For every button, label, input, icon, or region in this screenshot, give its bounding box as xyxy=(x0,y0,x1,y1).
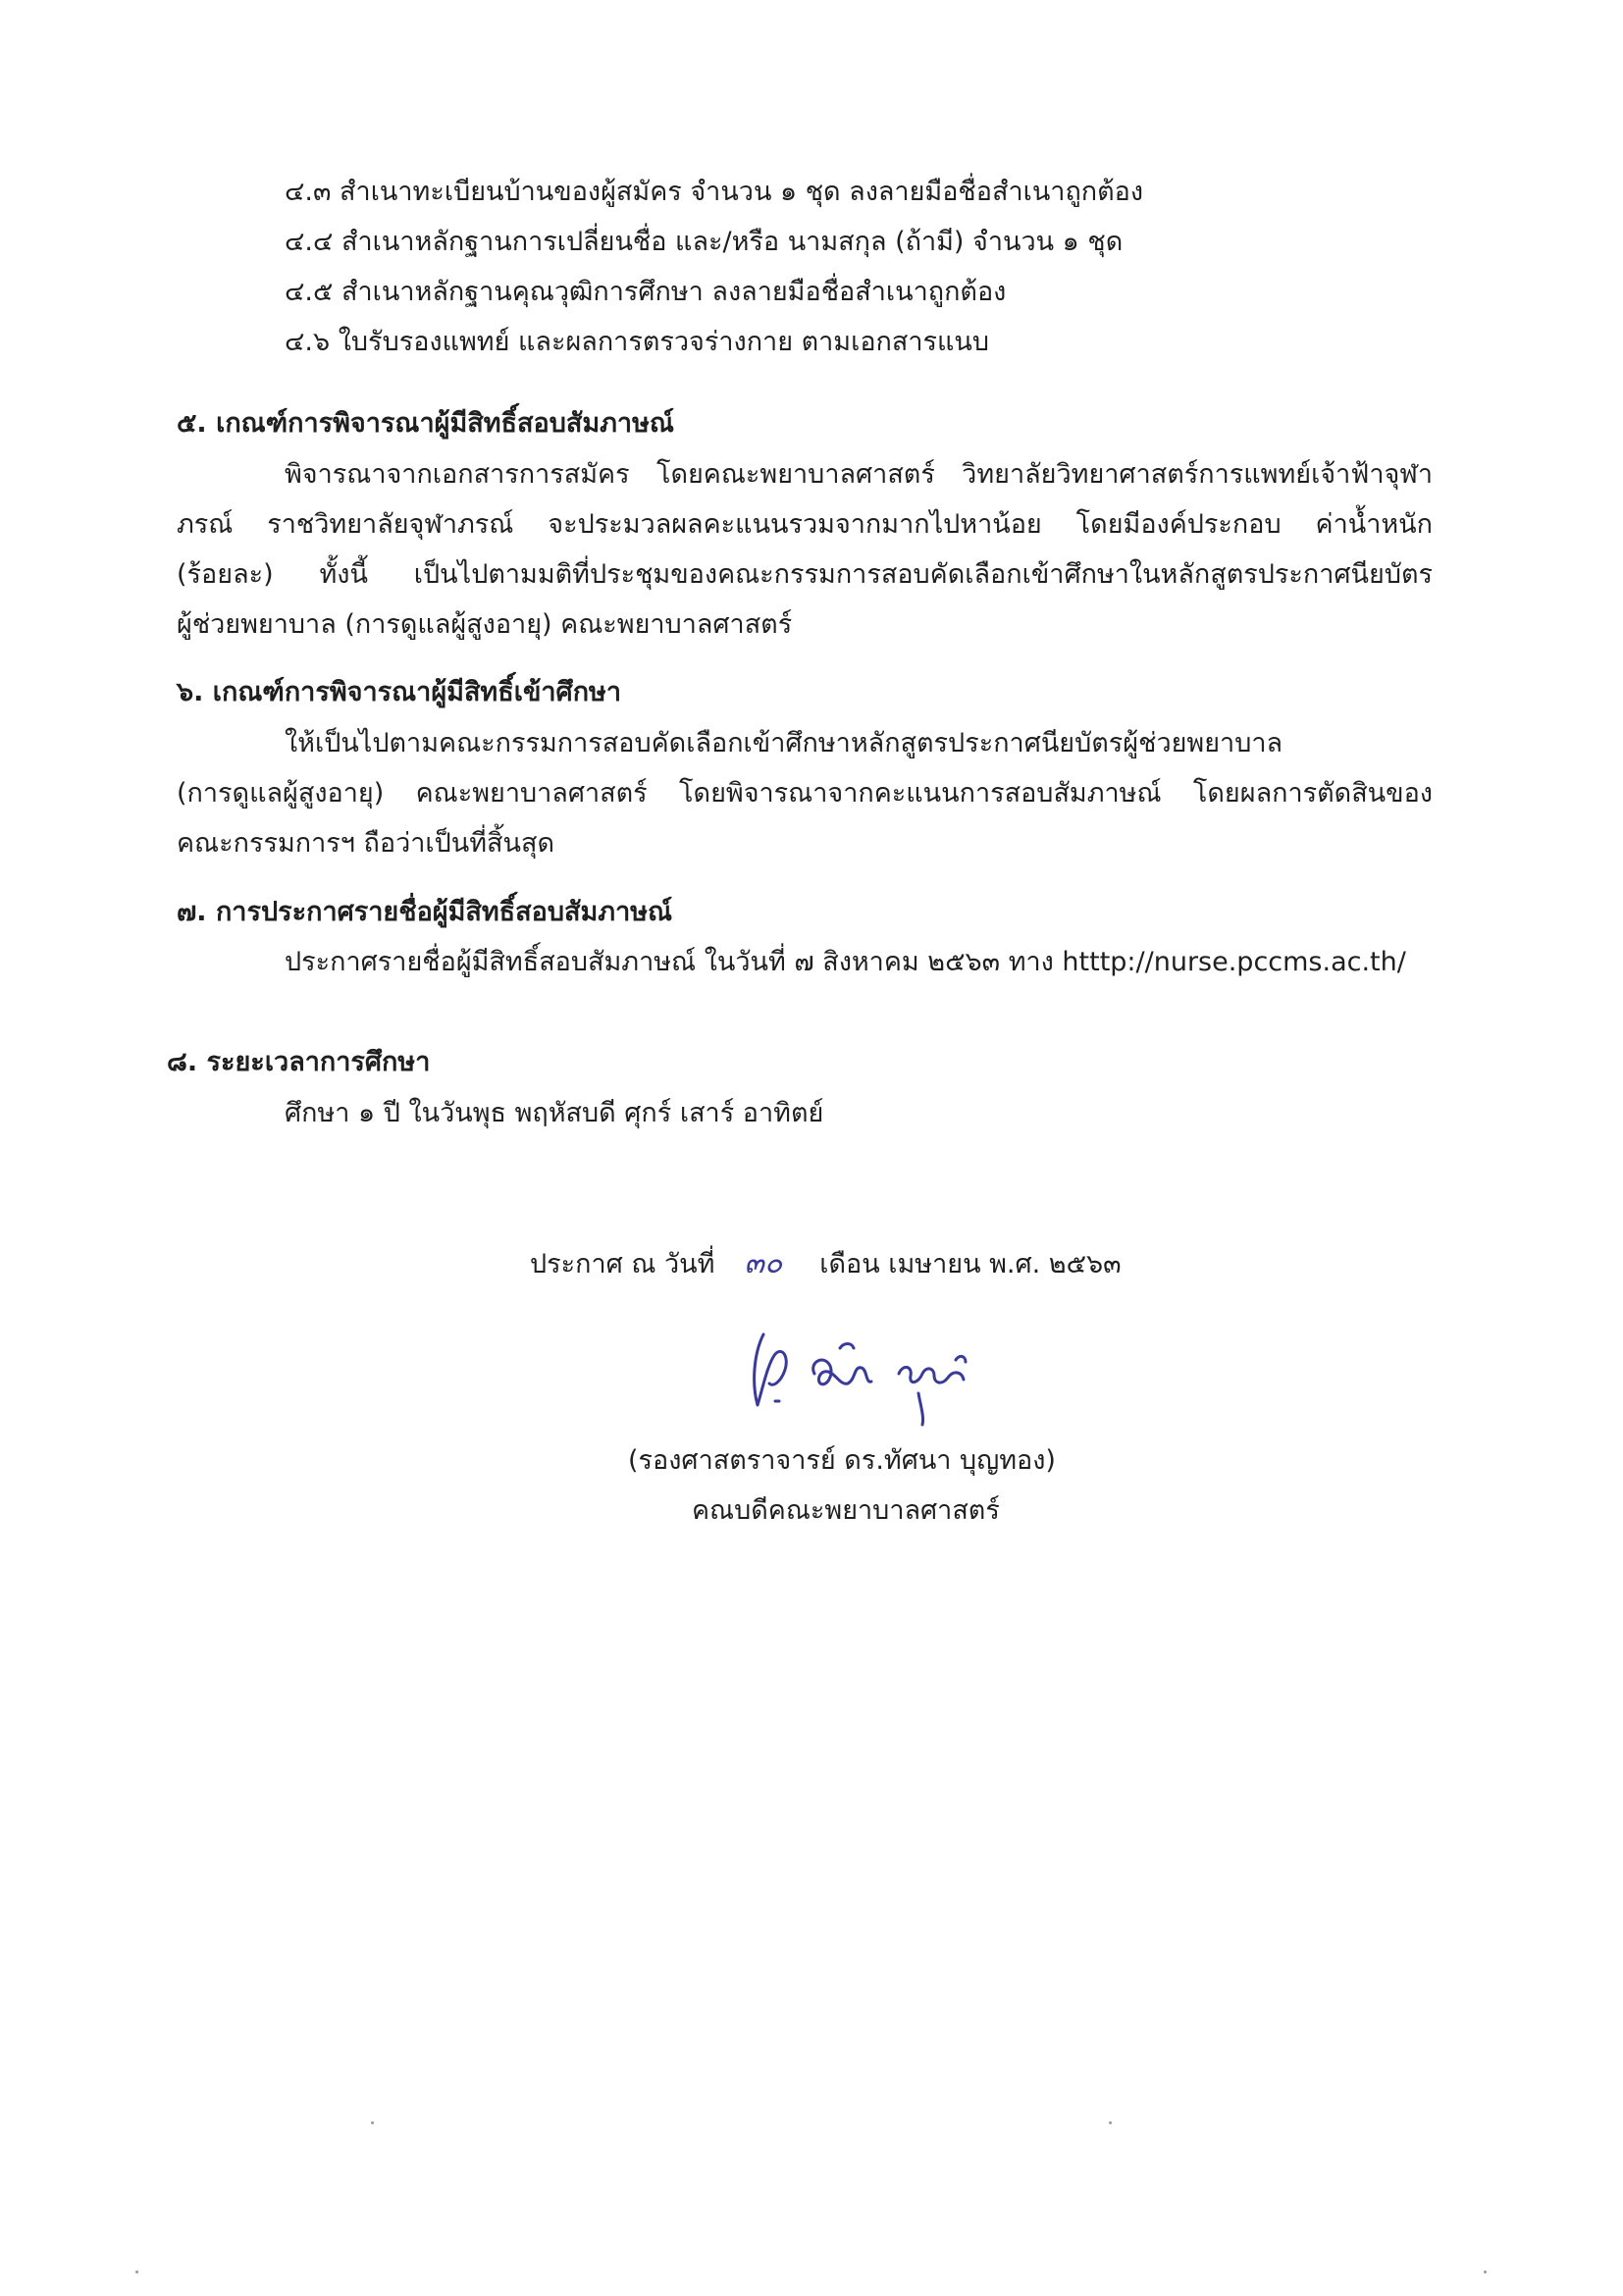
section-6-heading: ๖. เกณฑ์การพิจารณาผู้มีสิทธิ์เข้าศึกษา xyxy=(177,677,622,707)
document-item: ๔.๖ ใบรับรองแพทย์ และผลการตรวจร่างกาย ตามเอกสารแนบ xyxy=(285,327,990,357)
section-5-text: ผู้ช่วยพยาบาล (การดูแลผู้สูงอายุ) คณะพยาบาลศาสตร์ xyxy=(177,609,793,640)
section-7-text: ประกาศรายชื่อผู้มีสิทธิ์สอบสัมภาษณ์ ในวันที่ ๗ สิงหาคม ๒๕๖๓ ทาง htttp://nurse.pccms.ac.th/ xyxy=(285,947,1406,977)
announcement-day: ๓๐ xyxy=(744,1246,783,1280)
section-5-text: ภรณ์ ราชวิทยาลัยจุฬาภรณ์ จะประมวลผลคะแนนรวมจากมากไปหาน้อย โดยมีองค์ประกอบ ค่าน้ำหนัก xyxy=(177,509,1433,540)
scan-speck xyxy=(1109,2121,1112,2124)
announcement-date xyxy=(530,1246,1122,1282)
scan-speck xyxy=(135,2270,138,2273)
document-item: ๔.๕ สำเนาหลักฐานคุณวุฒิการศึกษา ลงลายมือชื่อสำเนาถูกต้อง xyxy=(285,277,1007,307)
document-item: ๔.๓ สำเนาทะเบียนบ้านของผู้สมัคร จำนวน ๑ ชุด ลงลายมือชื่อสำเนาถูกต้อง xyxy=(285,177,1144,207)
announcement-suffix: เดือน เมษายน พ.ศ. ๒๕๖๓ xyxy=(819,1249,1122,1279)
section-6-text: คณะกรรมการฯ ถือว่าเป็นที่สิ้นสุด xyxy=(177,828,554,859)
signatory-title: คณบดีคณะพยาบาลศาสตร์ xyxy=(692,1495,1000,1526)
signatory-name: (รองศาสตราจารย์ ดร.ทัศนา บุญทอง) xyxy=(628,1445,1056,1476)
section-8-heading: ๘. ระยะเวลาการศึกษา xyxy=(167,1047,431,1077)
section-5-text: (ร้อยละ) ทั้งนี้ เป็นไปตามมติที่ประชุมของคณะกรรมการสอบคัดเลือกเข้าศึกษาในหลักสูตรประกาศนียบัตร xyxy=(177,559,1433,590)
scan-speck xyxy=(1484,2270,1487,2273)
signature-graphic xyxy=(746,1315,1001,1433)
section-5-heading: ๕. เกณฑ์การพิจารณาผู้มีสิทธิ์สอบสัมภาษณ์ xyxy=(177,408,674,439)
section-7-heading: ๗. การประกาศรายชื่อผู้มีสิทธิ์สอบสัมภาษณ์ xyxy=(177,897,673,927)
section-8-text: ศึกษา ๑ ปี ในวันพุธ พฤหัสบดี ศุกร์ เสาร์ อาทิตย์ xyxy=(285,1098,824,1128)
scan-speck xyxy=(371,2121,374,2124)
document-item: ๔.๔ สำเนาหลักฐานการเปลี่ยนชื่อ และ/หรือ นามสกุล (ถ้ามี) จำนวน ๑ ชุด xyxy=(285,227,1124,257)
section-5-text: พิจารณาจากเอกสารการสมัคร โดยคณะพยาบาลศาสตร์ วิทยาลัยวิทยาศาสตร์การแพทย์เจ้าฟ้าจุฬา xyxy=(285,459,1433,490)
announcement-prefix: ประกาศ ณ วันที่ xyxy=(530,1249,715,1279)
section-6-text: ให้เป็นไปตามคณะกรรมการสอบคัดเลือกเข้าศึกษาหลักสูตรประกาศนียบัตรผู้ช่วยพยาบาล xyxy=(285,728,1283,758)
section-6-text: (การดูแลผู้สูงอายุ) คณะพยาบาลศาสตร์ โดยพิจารณาจากคะแนนการสอบสัมภาษณ์ โดยผลการตัดสินของ xyxy=(177,778,1433,809)
